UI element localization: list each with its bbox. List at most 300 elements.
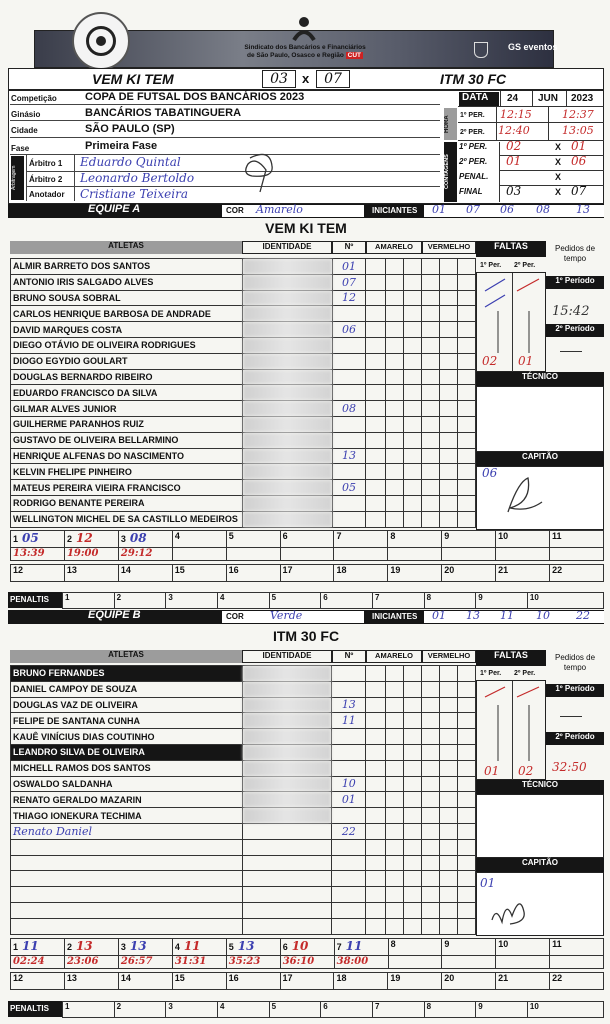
- team-a-card-cell: [366, 495, 386, 511]
- team-a-periodo1: 1º Período: [546, 276, 604, 289]
- team-b-card-cell: [404, 776, 422, 792]
- team-b-player-row: [11, 697, 476, 713]
- team-a-card-cell: [458, 416, 476, 432]
- team-b-card-cell: [457, 681, 475, 697]
- team-a-card-cell: [440, 337, 458, 353]
- team-a-goal-time: 19:00: [66, 548, 99, 559]
- team-b-card-cell: [457, 808, 475, 824]
- team-a-card-cell: [458, 274, 476, 290]
- equipe-a-iniciante-3: 06: [500, 203, 514, 216]
- per1-label: 1º PER.: [460, 112, 485, 119]
- team-a-card-cell: [440, 480, 458, 496]
- team-a-player-name: HENRIQUE ALFENAS DO NASCIMENTO: [11, 448, 243, 464]
- team-a-card-cell: [404, 385, 422, 401]
- team-a-player-name: ANTONIO IRIS SALGADO ALVES: [11, 274, 243, 290]
- team-b-name: ITM 30 FC: [440, 71, 507, 87]
- team-b-card-cell: [366, 808, 386, 824]
- contagem-label-3: PENAL.: [459, 172, 489, 181]
- team-b-pedidos: Pedidos de tempo: [554, 653, 596, 672]
- team-a-goal-cell: [550, 565, 604, 582]
- team-b-player-row: [11, 902, 476, 918]
- team-a-card-cell: [386, 385, 404, 401]
- team-b-goal-number: 21: [498, 973, 509, 983]
- team-a-card-cell: [440, 511, 458, 527]
- team-a-card-cell: [458, 401, 476, 417]
- team-a-goal-cell: [64, 565, 118, 582]
- team-b-goal-number: 18: [336, 973, 347, 983]
- team-b-card-cell: [422, 666, 440, 682]
- team-b-card-cell: [440, 729, 458, 745]
- team-a-card-cell: [458, 480, 476, 496]
- contagem-b-1: 01: [571, 139, 587, 153]
- team-a-card-cell: [458, 369, 476, 385]
- team-b-card-cell: [366, 855, 386, 871]
- team-b-card-cell: [386, 823, 404, 839]
- team-a-card-cell: [440, 401, 458, 417]
- team-a-card-cell: [386, 290, 404, 306]
- team-b-penal-cell: 10: [527, 1002, 603, 1018]
- team-a-goal-number: 10: [498, 531, 509, 541]
- team-b-player-id-redacted: [242, 855, 332, 871]
- team-b-card-cell: [457, 713, 475, 729]
- team-a-penal-cell: 3: [166, 593, 218, 609]
- team-b-player-name: FELIPE DE SANTANA CUNHA: [11, 713, 243, 729]
- team-a-card-cell: [422, 290, 440, 306]
- team-a-player-number: [332, 416, 366, 432]
- team-a-player-id-redacted: [242, 432, 332, 448]
- team-a-players-table: [10, 258, 476, 528]
- team-b-goal-cell: [442, 973, 496, 990]
- team-b-player-name: LEANDRO SILVA DE OLIVEIRA: [11, 744, 243, 760]
- team-b-goal-time: 35:23: [228, 956, 261, 967]
- team-a-capitao-signature: [498, 472, 548, 520]
- team-a-card-cell: [386, 464, 404, 480]
- equipe-b-cor-label: COR: [226, 612, 244, 621]
- team-a-player-name: KELVIN FHELIPE PINHEIRO: [11, 464, 243, 480]
- team-b-goal-cell: [11, 973, 65, 990]
- team-a-goal-cell: [226, 565, 280, 582]
- team-b-capitao-num: 01: [480, 876, 496, 890]
- team-b-player-name: [11, 855, 243, 871]
- team-a-goal-player: 08: [129, 531, 147, 545]
- team-a-card-cell: [440, 274, 458, 290]
- team-b-goal-time-cell: [442, 956, 496, 969]
- team-a-player-number: [332, 432, 366, 448]
- team-b-goal-cell: [550, 973, 604, 990]
- team-a-goal-number: 1: [13, 534, 19, 544]
- team-a-goal-number: 5: [228, 531, 234, 541]
- team-a-player-row: [11, 385, 476, 401]
- team-a-pedidos: Pedidos de tempo: [554, 244, 596, 263]
- contagem-x-2: X: [555, 157, 562, 167]
- team-b-player-number: [332, 666, 366, 682]
- team-b-card-cell: [457, 823, 475, 839]
- team-b-card-cell: [404, 918, 422, 934]
- team-a-card-cell: [422, 511, 440, 527]
- team-b-card-cell: [366, 666, 386, 682]
- fase-value: Primeira Fase: [85, 140, 158, 152]
- team-a-card-cell: [366, 432, 386, 448]
- team-b-player-id-redacted: [242, 729, 332, 745]
- team-b-card-cell: [457, 839, 475, 855]
- team-a-player-number: [332, 306, 366, 322]
- team-b-card-cell: [457, 871, 475, 887]
- team-a-goal-cell: [172, 531, 226, 548]
- team-a-player-row: [11, 274, 476, 290]
- team-a-player-name: WELLINGTON MICHEL DE SA CASTILLO MEDEIROS: [11, 511, 243, 527]
- cidade-value: SÃO PAULO (SP): [85, 123, 175, 135]
- team-a-card-cell: [386, 353, 404, 369]
- team-b-penaltis-label: PENALTIS: [8, 1001, 62, 1017]
- team-b-player-row: [11, 839, 476, 855]
- team-a-card-cell: [458, 353, 476, 369]
- team-a-card-cell: [458, 495, 476, 511]
- team-b-card-cell: [440, 776, 458, 792]
- team-a-title: VEM KI TEM: [265, 220, 347, 236]
- equipe-b-iniciante-1: 01: [432, 609, 446, 622]
- anotador-value: Cristiane Teixeira: [80, 187, 188, 201]
- team-b-card-cell: [457, 792, 475, 808]
- team-b-penal-cell: 9: [476, 1002, 528, 1018]
- team-a-goal-number: 16: [228, 565, 239, 575]
- team-b-goal-number: 1: [13, 942, 19, 952]
- team-a-player-name: RODRIGO BENANTE PEREIRA: [11, 495, 243, 511]
- fase-label: Fase: [11, 144, 30, 153]
- team-b-goal-time-cell: [280, 956, 334, 969]
- team-a-player-name: ALMIR BARRETO DOS SANTOS: [11, 259, 243, 275]
- team-a-player-number: [332, 353, 366, 369]
- team-b-card-cell: [457, 744, 475, 760]
- score-x: x: [302, 71, 310, 86]
- equipe-b-label: EQUIPE B: [88, 609, 141, 621]
- team-a-card-cell: [386, 480, 404, 496]
- union-badge: CUT: [347, 52, 361, 59]
- team-a-player-row: [11, 464, 476, 480]
- team-b-goal-number: 22: [552, 973, 563, 983]
- team-a-card-cell: [440, 464, 458, 480]
- team-b-faltas-p1-value: 01: [484, 764, 500, 778]
- team-a-card-cell: [366, 448, 386, 464]
- equipe-a-iniciantes-label: INICIANTES: [372, 206, 418, 215]
- team-a-card-cell: [440, 495, 458, 511]
- team-b-card-cell: [457, 855, 475, 871]
- team-b-goal-player: 13: [75, 939, 93, 953]
- team-b-card-cell: [440, 902, 458, 918]
- team-b-card-cell: [422, 839, 440, 855]
- equipe-b-iniciante-2: 13: [466, 609, 480, 622]
- team-a-card-cell: [422, 369, 440, 385]
- team-b-player-row: [11, 744, 476, 760]
- team-a-card-cell: [404, 259, 422, 275]
- team-a-goal-cell: [442, 565, 496, 582]
- team-a-player-number: [332, 464, 366, 480]
- team-a-goal-cell: [172, 565, 226, 582]
- team-b-player-name: [11, 918, 243, 934]
- per1-end: 12:37: [562, 108, 594, 121]
- team-a-player-number: 06: [332, 322, 366, 338]
- team-b-card-cell: [422, 681, 440, 697]
- team-b-card-cell: [422, 713, 440, 729]
- per1-start: 12:15: [500, 108, 532, 121]
- team-b-goal-number: 5: [228, 942, 234, 952]
- team-b-card-cell: [404, 666, 422, 682]
- team-a-card-cell: [366, 306, 386, 322]
- team-a-player-row: [11, 401, 476, 417]
- team-b-card-cell: [457, 697, 475, 713]
- team-b-goal-cell: [442, 939, 496, 956]
- per2-end: 13:05: [562, 124, 594, 137]
- team-b-goal-number: 10: [498, 939, 509, 949]
- team-a-card-cell: [366, 274, 386, 290]
- team-b-card-cell: [366, 697, 386, 713]
- team-b-card-cell: [404, 681, 422, 697]
- team-a-player-row: [11, 511, 476, 527]
- contagem-x-4: X: [555, 187, 562, 197]
- team-a-goal-number: 19: [390, 565, 401, 575]
- team-b-card-cell: [386, 681, 404, 697]
- team-a-goal-number: 14: [120, 565, 131, 575]
- team-a-card-cell: [422, 306, 440, 322]
- ginasio-value: BANCÁRIOS TABATINGUERA: [85, 107, 242, 119]
- team-b-player-id-redacted: [242, 792, 332, 808]
- team-b-card-cell: [386, 808, 404, 824]
- team-a-player-row: [11, 290, 476, 306]
- team-a-goal-time-cell: [442, 548, 496, 561]
- team-a-player-number: 08: [332, 401, 366, 417]
- team-b-card-cell: [366, 729, 386, 745]
- arbitro1-value: Eduardo Quintal: [80, 155, 181, 169]
- team-b-card-cell: [440, 887, 458, 903]
- anotador-label: Anotador: [29, 190, 65, 199]
- team-a-player-row: [11, 369, 476, 385]
- team-a-goal-time-cell: [11, 548, 65, 561]
- team-b-player-name: OSWALDO SALDANHA: [11, 776, 243, 792]
- team-a-player-row: [11, 306, 476, 322]
- team-b-goal-number: 8: [390, 939, 396, 949]
- team-a-goal-cell: [496, 565, 550, 582]
- team-b-card-cell: [386, 792, 404, 808]
- team-b-card-cell: [422, 776, 440, 792]
- team-b-goal-player: 13: [237, 939, 255, 953]
- team-b-player-number: [332, 887, 366, 903]
- team-a-card-cell: [404, 432, 422, 448]
- team-b-goals-row1: [10, 938, 604, 969]
- team-a-col-identidade: IDENTIDADE: [242, 241, 332, 254]
- score-b: 07: [316, 70, 350, 88]
- team-a-goal-time-cell: [64, 548, 118, 561]
- team-b-player-name: [11, 887, 243, 903]
- team-b-card-cell: [366, 776, 386, 792]
- team-a-player-number: 05: [332, 480, 366, 496]
- team-a-goal-cell: [280, 565, 334, 582]
- team-b-goal-number: 11: [552, 939, 562, 949]
- team-b-card-cell: [440, 666, 458, 682]
- team-b-goal-cell: [334, 973, 388, 990]
- team-a-card-cell: [422, 401, 440, 417]
- contagem-b-4: 07: [571, 184, 587, 198]
- team-a-player-id-redacted: [242, 369, 332, 385]
- team-b-goal-time: 23:06: [66, 956, 99, 967]
- equipe-a-iniciante-2: 07: [466, 203, 480, 216]
- team-a-goal-number: 8: [390, 531, 396, 541]
- equipe-b-iniciantes-label: INICIANTES: [372, 612, 418, 621]
- team-b-card-cell: [366, 887, 386, 903]
- team-b-goal-cell: [280, 939, 334, 956]
- team-b-goal-cell: [280, 973, 334, 990]
- team-b-player-row: [11, 713, 476, 729]
- team-b-goal-player: 13: [129, 939, 147, 953]
- team-a-card-cell: [440, 448, 458, 464]
- team-b-card-cell: [366, 918, 386, 934]
- team-a-player-number: [332, 385, 366, 401]
- team-a-goal-number: 7: [336, 531, 342, 541]
- team-a-goal-cell: [442, 531, 496, 548]
- team-a-goal-cell: [11, 531, 65, 548]
- team-b-goal-cell: [11, 939, 65, 956]
- team-b-player-id-redacted: [242, 744, 332, 760]
- team-b-goal-time-cell: [496, 956, 550, 969]
- team-b-card-cell: [422, 823, 440, 839]
- team-a-col-amarelo: AMARELO: [366, 241, 422, 254]
- team-b-faltas-p1: 1º Per.: [480, 670, 502, 677]
- team-a-card-cell: [386, 511, 404, 527]
- team-a-player-id-redacted: [242, 290, 332, 306]
- team-a-card-cell: [458, 259, 476, 275]
- team-a-card-cell: [440, 416, 458, 432]
- team-b-player-id-redacted: [242, 902, 332, 918]
- team-b-goal-cell: [118, 973, 172, 990]
- team-b-goal-number: 16: [228, 973, 239, 983]
- team-b-player-name: [11, 902, 243, 918]
- team-a-card-cell: [366, 353, 386, 369]
- team-a-card-cell: [404, 353, 422, 369]
- team-b-card-cell: [404, 713, 422, 729]
- team-a-player-row: [11, 322, 476, 338]
- team-a-player-number: [332, 337, 366, 353]
- team-b-card-cell: [386, 918, 404, 934]
- team-b-player-row: [11, 792, 476, 808]
- team-b-goal-player: 10: [291, 939, 309, 953]
- team-b-player-row: [11, 918, 476, 934]
- team-a-penal-cell: 2: [114, 593, 166, 609]
- team-b-goal-number: 14: [120, 973, 131, 983]
- team-b-col-atletas: ATLETAS: [10, 650, 242, 663]
- team-b-card-cell: [457, 729, 475, 745]
- team-b-tecnico: TÉCNICO: [476, 780, 604, 794]
- team-b-player-row: [11, 729, 476, 745]
- team-a-player-id-redacted: [242, 495, 332, 511]
- team-b-penal-cell: 6: [321, 1002, 373, 1018]
- team-a-faltas-p1: 1º Per.: [480, 262, 502, 269]
- team-a-card-cell: [422, 385, 440, 401]
- union-name: [225, 44, 385, 60]
- team-b-card-cell: [440, 808, 458, 824]
- union-line1: Sindicato dos Bancários e Financiários: [244, 44, 366, 51]
- contagem-x-3: X: [555, 172, 562, 182]
- team-a-card-cell: [366, 259, 386, 275]
- team-b-card-cell: [440, 713, 458, 729]
- team-b-card-cell: [440, 744, 458, 760]
- team-b-card-cell: [457, 666, 475, 682]
- team-b-player-number: [332, 839, 366, 855]
- team-a-penal-cell: 8: [424, 593, 476, 609]
- team-a-player-id-redacted: [242, 511, 332, 527]
- per2-label: 2º PER.: [460, 129, 485, 136]
- team-a-player-id-redacted: [242, 337, 332, 353]
- team-b-goal-number: 9: [444, 939, 450, 949]
- arbitro1-label: Árbitro 1: [29, 159, 63, 168]
- team-b-card-cell: [440, 839, 458, 855]
- team-a-player-row: [11, 448, 476, 464]
- team-b-player-row: [11, 681, 476, 697]
- team-b-goal-time: 36:10: [282, 956, 315, 967]
- team-a-goal-time-cell: [388, 548, 442, 561]
- team-b-player-id-redacted: [242, 839, 332, 855]
- equipe-b-iniciante-5: 22: [576, 609, 590, 622]
- team-a-card-cell: [404, 337, 422, 353]
- team-a-card-cell: [440, 306, 458, 322]
- team-b-card-cell: [366, 871, 386, 887]
- cidade-label: Cidade: [11, 126, 38, 135]
- small-shield-icon: [474, 42, 488, 58]
- team-a-player-id-redacted: [242, 401, 332, 417]
- team-b-player-name: [11, 839, 243, 855]
- team-b-faltas: FALTAS: [476, 650, 546, 666]
- team-b-goal-time: 31:31: [174, 956, 207, 967]
- team-a-faltas-p1-value: 02: [482, 354, 498, 368]
- team-a-goal-cell: [496, 531, 550, 548]
- team-a-name: VEM KI TEM: [92, 71, 174, 87]
- team-b-player-number: 22: [332, 823, 366, 839]
- team-b-goal-time-cell: [118, 956, 172, 969]
- team-a-player-name: MATEUS PEREIRA VIEIRA FRANCISCO: [11, 480, 243, 496]
- equipe-a-iniciante-1: 01: [432, 203, 446, 216]
- team-a-card-cell: [422, 495, 440, 511]
- team-a-goal-number: 20: [444, 565, 455, 575]
- team-a-goal-time-cell: [280, 548, 334, 561]
- team-b-card-cell: [366, 902, 386, 918]
- team-b-card-cell: [422, 744, 440, 760]
- team-a-faltas-p2: 2º Per.: [514, 262, 536, 269]
- team-a-goal-time-cell: [334, 548, 388, 561]
- team-b-card-cell: [440, 871, 458, 887]
- team-b-goal-cell: [172, 973, 226, 990]
- team-b-player-id-redacted: [242, 713, 332, 729]
- team-a-card-cell: [404, 511, 422, 527]
- team-b-penaltis: [62, 1001, 604, 1018]
- team-a-goal-time: 13:39: [13, 548, 45, 559]
- team-b-card-cell: [422, 792, 440, 808]
- team-b-player-row: [11, 887, 476, 903]
- date-day: 24: [507, 93, 519, 104]
- team-b-card-cell: [440, 697, 458, 713]
- competicao-value: COPA DE FUTSAL DOS BANCÁRIOS 2023: [85, 91, 305, 103]
- team-b-card-cell: [404, 887, 422, 903]
- team-a-goal-time-cell: [118, 548, 172, 561]
- contagem-label-2: 2º PER.: [459, 157, 488, 166]
- team-b-player-number: 01: [332, 792, 366, 808]
- team-a-goals-row2: [10, 564, 604, 582]
- team-b-card-cell: [404, 760, 422, 776]
- team-a-card-cell: [404, 369, 422, 385]
- team-a-player-name: GUSTAVO DE OLIVEIRA BELLARMINO: [11, 432, 243, 448]
- team-a-card-cell: [404, 306, 422, 322]
- team-b-goal-number: 4: [174, 942, 180, 952]
- team-b-capitao-signature: [480, 886, 540, 932]
- team-a-card-cell: [458, 448, 476, 464]
- team-b-player-number: [332, 760, 366, 776]
- team-b-card-cell: [386, 729, 404, 745]
